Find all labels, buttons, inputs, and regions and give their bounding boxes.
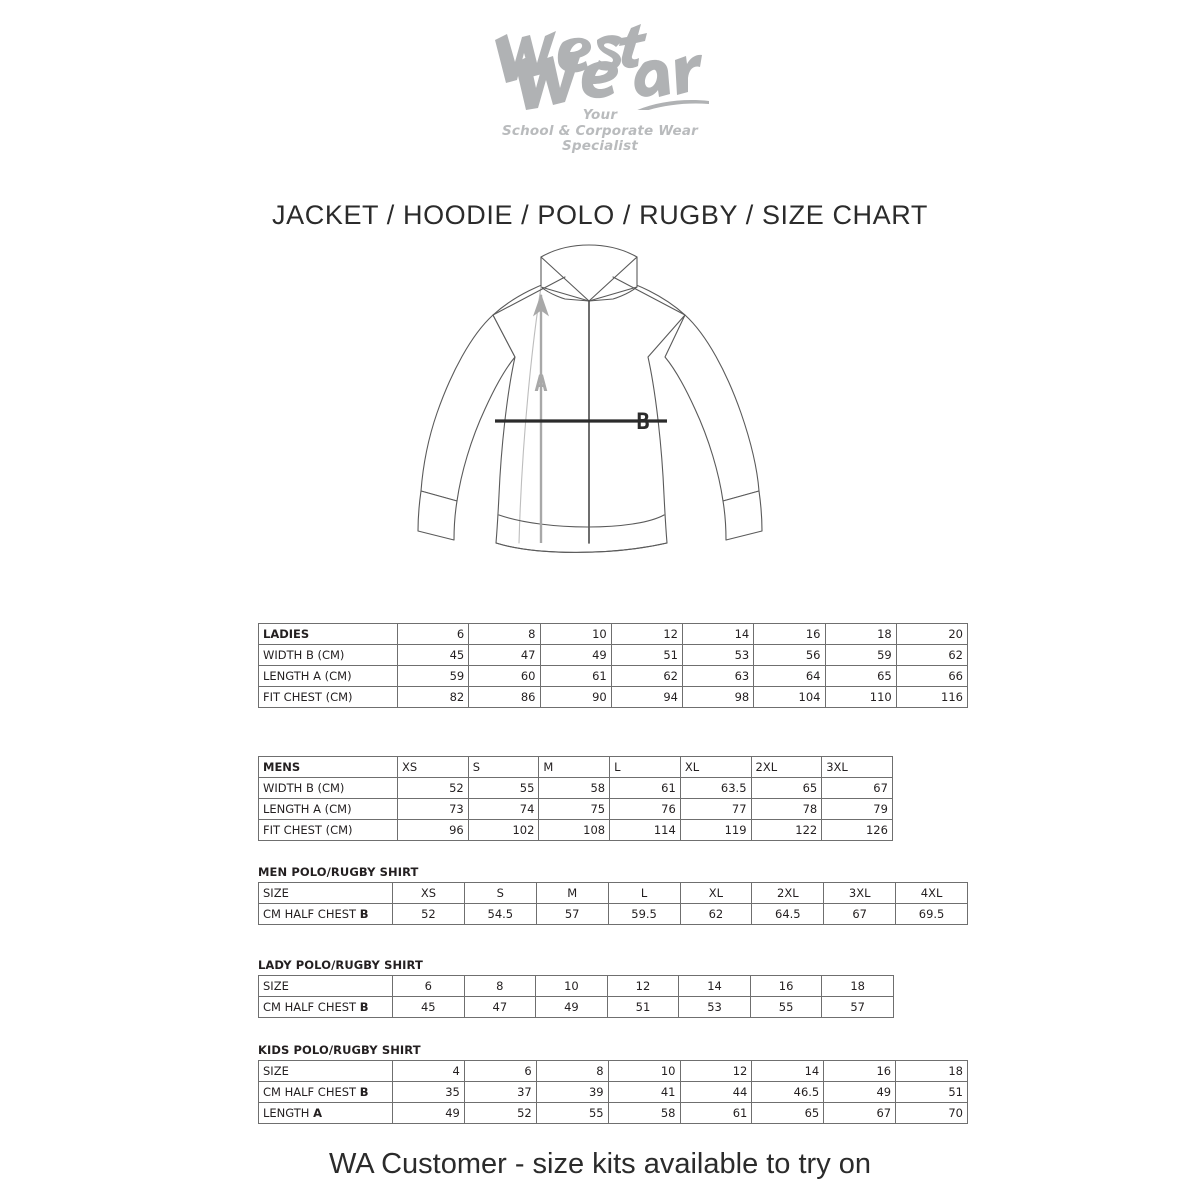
measurement-cell: 49 [393, 1103, 465, 1124]
measurement-cell: 52 [464, 1103, 536, 1124]
measurement-cell: 54.5 [464, 904, 536, 925]
table-row [259, 799, 893, 820]
row-label: WIDTH B (CM) [259, 778, 398, 799]
size-header-cell: 4 [393, 1061, 465, 1082]
measurement-cell: 110 [825, 687, 896, 708]
size-header-cell: 12 [680, 1061, 752, 1082]
measurement-cell: 79 [822, 799, 893, 820]
men-polo-rugby-grid [258, 882, 968, 925]
table-row [259, 904, 968, 925]
size-header-cell: 10 [536, 976, 608, 997]
size-header-cell: 2XL [752, 883, 824, 904]
measurement-cell: 86 [469, 687, 540, 708]
table-row [259, 1061, 968, 1082]
measurement-b-label: B [636, 410, 650, 435]
row-label: FIT CHEST (CM) [259, 687, 398, 708]
measurement-cell: 39 [536, 1082, 608, 1103]
measurement-cell: 63.5 [680, 778, 751, 799]
brand-tagline [0, 108, 1200, 155]
measurement-cell: 64.5 [752, 904, 824, 925]
measurement-cell: 57 [822, 997, 894, 1018]
measurement-cell: 67 [824, 1103, 896, 1124]
size-header-cell: 3XL [824, 883, 896, 904]
size-header-cell: M [539, 757, 610, 778]
size-header-cell: XS [398, 757, 469, 778]
measurement-cell: 59 [398, 666, 469, 687]
brand-tagline-line-3: Specialist [561, 138, 639, 154]
measurement-cell: 98 [683, 687, 754, 708]
brand-logo [0, 18, 1200, 155]
size-header-cell: 8 [536, 1061, 608, 1082]
table-row [259, 1103, 968, 1124]
measurement-cell: 62 [680, 904, 752, 925]
measurement-cell: 60 [469, 666, 540, 687]
measurement-cell: 55 [750, 997, 822, 1018]
row-label: FIT CHEST (CM) [259, 820, 398, 841]
measurement-cell: 126 [822, 820, 893, 841]
footer-note: WA Customer - size kits available to try on [328, 1148, 872, 1180]
table-row [259, 820, 893, 841]
measurement-cell: 49 [540, 645, 611, 666]
size-header-cell: 6 [398, 624, 469, 645]
row-label: SIZE [259, 1061, 393, 1082]
measurement-cell: 41 [608, 1082, 680, 1103]
size-header-cell: 8 [469, 624, 540, 645]
row-label: LENGTH A (CM) [259, 799, 398, 820]
measurement-a-label: A [534, 372, 548, 397]
table-row [259, 997, 894, 1018]
measurement-cell: 61 [540, 666, 611, 687]
measurement-cell: 58 [608, 1103, 680, 1124]
measurement-cell: 61 [610, 778, 681, 799]
measurement-cell: 94 [611, 687, 682, 708]
measurement-cell: 73 [398, 799, 469, 820]
measurement-cell: 61 [680, 1103, 752, 1124]
measurement-cell: 114 [610, 820, 681, 841]
size-header-cell: 6 [464, 1061, 536, 1082]
row-label: SIZE [259, 883, 393, 904]
mens-jacket-size-table [258, 756, 893, 841]
measurement-cell: 116 [896, 687, 967, 708]
size-header-cell: 12 [611, 624, 682, 645]
size-header-cell: XL [680, 757, 751, 778]
measurement-cell: 78 [751, 799, 822, 820]
row-label: CM HALF CHEST B [259, 1082, 393, 1103]
measurement-cell: 52 [393, 904, 465, 925]
lady-polo-rugby-size-table [258, 958, 894, 1018]
size-header-cell: 18 [822, 976, 894, 997]
mens-jacket-grid [258, 756, 893, 841]
size-header-cell: 18 [896, 1061, 968, 1082]
measurement-cell: 75 [539, 799, 610, 820]
measurement-cell: 53 [683, 645, 754, 666]
measurement-cell: 102 [468, 820, 539, 841]
size-header-cell: 14 [683, 624, 754, 645]
kids-polo-rugby-grid [258, 1060, 968, 1124]
men-polo-rugby-caption: MEN POLO/RUGBY SHIRT [258, 865, 419, 879]
measurement-cell: 47 [469, 645, 540, 666]
size-header-cell: 14 [679, 976, 751, 997]
table-row [259, 666, 968, 687]
size-header-cell: 16 [824, 1061, 896, 1082]
measurement-cell: 51 [896, 1082, 968, 1103]
row-label: MENS [259, 757, 398, 778]
kids-polo-rugby-size-table [258, 1043, 968, 1124]
lady-polo-rugby-caption: LADY POLO/RUGBY SHIRT [258, 958, 423, 972]
size-header-cell: XL [680, 883, 752, 904]
kids-polo-rugby-caption: KIDS POLO/RUGBY SHIRT [258, 1043, 421, 1057]
page-title: JACKET / HOODIE / POLO / RUGBY / SIZE CHART [272, 200, 928, 230]
measurement-cell: 64 [754, 666, 825, 687]
measurement-cell: 77 [680, 799, 751, 820]
table-row [259, 778, 893, 799]
size-header-cell: 14 [752, 1061, 824, 1082]
size-header-cell: S [468, 757, 539, 778]
measurement-cell: 59 [825, 645, 896, 666]
size-header-cell: 6 [393, 976, 465, 997]
measurement-cell: 49 [536, 997, 608, 1018]
row-label: LADIES [259, 624, 398, 645]
table-row [259, 1082, 968, 1103]
measurement-cell: 37 [464, 1082, 536, 1103]
measurement-cell: 66 [896, 666, 967, 687]
row-label: CM HALF CHEST B [259, 997, 393, 1018]
measurement-cell: 65 [751, 778, 822, 799]
size-header-cell: XS [393, 883, 465, 904]
row-label: LENGTH A (CM) [259, 666, 398, 687]
measurement-cell: 96 [398, 820, 469, 841]
size-header-cell: S [464, 883, 536, 904]
measurement-cell: 45 [398, 645, 469, 666]
measurement-cell: 119 [680, 820, 751, 841]
measurement-cell: 47 [464, 997, 536, 1018]
size-header-cell: 10 [608, 1061, 680, 1082]
size-header-cell: 20 [896, 624, 967, 645]
measurement-cell: 44 [680, 1082, 752, 1103]
measurement-cell: 65 [825, 666, 896, 687]
measurement-cell: 58 [539, 778, 610, 799]
size-header-cell: M [536, 883, 608, 904]
table-row [259, 883, 968, 904]
measurement-cell: 70 [896, 1103, 968, 1124]
size-header-cell: L [608, 883, 680, 904]
row-label: LENGTH A [259, 1103, 393, 1124]
measurement-cell: 63 [683, 666, 754, 687]
measurement-cell: 57 [536, 904, 608, 925]
measurement-cell: 35 [393, 1082, 465, 1103]
measurement-cell: 104 [754, 687, 825, 708]
table-row [259, 645, 968, 666]
ladies-jacket-size-table [258, 623, 968, 708]
size-header-cell: 18 [825, 624, 896, 645]
row-label: SIZE [259, 976, 393, 997]
size-header-cell: 4XL [896, 883, 968, 904]
measurement-cell: 53 [679, 997, 751, 1018]
measurement-cell: 74 [468, 799, 539, 820]
size-header-cell: 8 [464, 976, 536, 997]
measurement-cell: 51 [607, 997, 679, 1018]
measurement-cell: 67 [824, 904, 896, 925]
size-header-cell: 2XL [751, 757, 822, 778]
measurement-cell: 51 [611, 645, 682, 666]
measurement-cell: 55 [536, 1103, 608, 1124]
ladies-jacket-grid [258, 623, 968, 708]
measurement-cell: 82 [398, 687, 469, 708]
size-header-cell: L [610, 757, 681, 778]
measurement-cell: 59.5 [608, 904, 680, 925]
measurement-cell: 108 [539, 820, 610, 841]
measurement-cell: 55 [468, 778, 539, 799]
lady-polo-rugby-grid [258, 975, 894, 1018]
measurement-cell: 76 [610, 799, 681, 820]
measurement-cell: 67 [822, 778, 893, 799]
table-row [259, 976, 894, 997]
measurement-cell: 69.5 [896, 904, 968, 925]
measurement-cell: 62 [896, 645, 967, 666]
size-header-cell: 10 [540, 624, 611, 645]
men-polo-rugby-size-table [258, 865, 968, 925]
size-header-cell: 16 [750, 976, 822, 997]
measurement-cell: 45 [393, 997, 465, 1018]
size-header-cell: 12 [607, 976, 679, 997]
table-row [259, 687, 968, 708]
row-label: CM HALF CHEST B [259, 904, 393, 925]
measurement-cell: 122 [751, 820, 822, 841]
measurement-cell: 46.5 [752, 1082, 824, 1103]
measurement-cell: 52 [398, 778, 469, 799]
measurement-cell: 90 [540, 687, 611, 708]
measurement-cell: 49 [824, 1082, 896, 1103]
row-label: WIDTH B (CM) [259, 645, 398, 666]
measurement-cell: 62 [611, 666, 682, 687]
size-header-cell: 3XL [822, 757, 893, 778]
west-wear-wordmark-icon [485, 18, 715, 110]
size-header-cell: 16 [754, 624, 825, 645]
jacket-diagram [395, 243, 805, 603]
table-row [259, 757, 893, 778]
jacket-outline-icon [395, 243, 805, 603]
measurement-cell: 65 [752, 1103, 824, 1124]
measurement-cell: 56 [754, 645, 825, 666]
table-row [259, 624, 968, 645]
brand-tagline-line-2: School & Corporate Wear [501, 122, 699, 139]
brand-tagline-line-1: Your [582, 107, 618, 123]
